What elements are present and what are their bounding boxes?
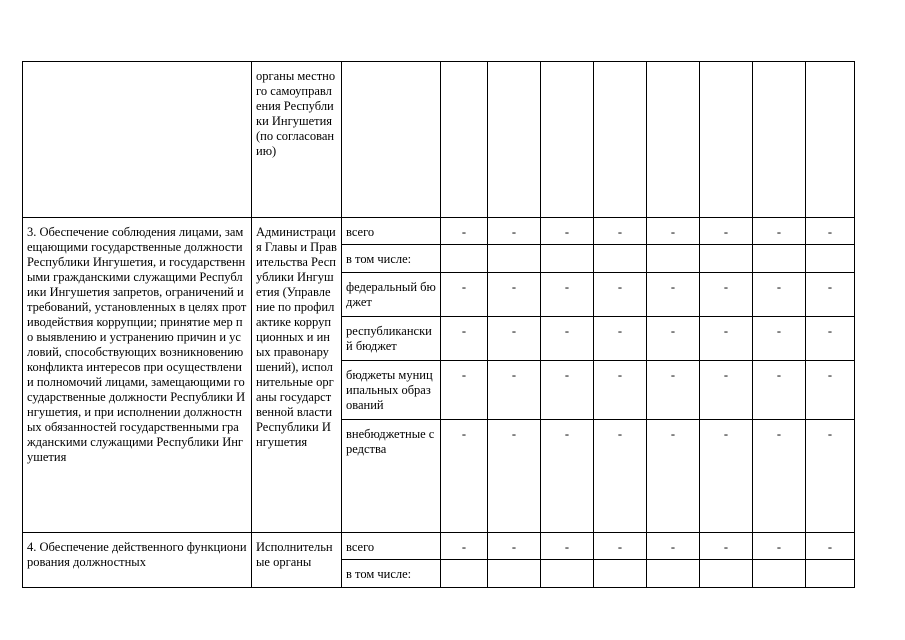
value-cell: - (753, 533, 806, 560)
value-cell: - (488, 273, 541, 317)
value-cell: - (647, 273, 700, 317)
value-cell: - (488, 420, 541, 533)
value-cell: - (700, 420, 753, 533)
value-cell: - (541, 533, 594, 560)
value-cell: - (700, 273, 753, 317)
value-cell: - (594, 361, 647, 420)
value-cell: - (806, 218, 855, 245)
value-cell (806, 560, 855, 588)
value-cell: - (806, 420, 855, 533)
value-cell: - (700, 218, 753, 245)
executor-cell: Администрация Главы и Правительства Республики Ингушетия (Управление по профилактике коррупционных и иных правонарушений), исполнительные органы государственной власти Республики Ингушетия (252, 218, 342, 533)
value-cell (488, 245, 541, 273)
value-cell: - (647, 533, 700, 560)
value-cell: - (594, 273, 647, 317)
value-cell: - (541, 273, 594, 317)
funding-source-label: бюджеты муниципальных образований (342, 361, 441, 420)
value-cell: - (594, 533, 647, 560)
value-cell: - (700, 361, 753, 420)
funding-source-label: в том числе: (342, 560, 441, 588)
value-cell (806, 245, 855, 273)
funding-source-label: всего (342, 533, 441, 560)
value-cell: - (488, 218, 541, 245)
table-row (23, 218, 855, 245)
value-cell: - (753, 361, 806, 420)
value-cell: - (700, 317, 753, 361)
value-cell: - (441, 218, 488, 245)
value-cell: - (647, 317, 700, 361)
value-cell (488, 560, 541, 588)
value-cell (753, 560, 806, 588)
measure-title: 3. Обеспечение соблюдения лицами, замещающими государственные должности Республики Ингушетия, и государственными гражданскими служащими Республики Ингушетия запретов, ограничений и требований, установленных в целях противодействия коррупции; принятие мер по выявлению и устранению причин и условий, способствующих возникновению конфликта интересов при осуществлении полномочий лицами, замещающими государственные должности Республики Ингушетия, и при исполнении должностных обязанностей государственными гражданскими служащими Республики Ингушетия (23, 218, 252, 533)
value-cell: - (541, 317, 594, 361)
value-cell: - (594, 317, 647, 361)
value-cell: - (594, 420, 647, 533)
funding-source-label: всего (342, 218, 441, 245)
value-cell: - (806, 317, 855, 361)
value-cell: - (441, 420, 488, 533)
value-cell: - (441, 273, 488, 317)
funding-source-label: республиканский бюджет (342, 317, 441, 361)
value-cell: - (647, 218, 700, 245)
value-cell: - (753, 218, 806, 245)
value-cell (647, 245, 700, 273)
funding-source-label: в том числе: (342, 245, 441, 273)
value-cell (647, 560, 700, 588)
value-cell (441, 560, 488, 588)
value-cell: - (647, 361, 700, 420)
table-row (23, 62, 855, 218)
measure-title: 4. Обеспечение действенного функционирования должностных (23, 533, 252, 588)
value-cell: - (647, 420, 700, 533)
value-cell (541, 560, 594, 588)
value-cell (541, 245, 594, 273)
value-cell: - (594, 218, 647, 245)
value-cell (700, 245, 753, 273)
value-cell: - (541, 420, 594, 533)
measure-cell (23, 62, 252, 218)
value-cell: - (541, 361, 594, 420)
value-cell: - (488, 317, 541, 361)
value-cell: - (806, 273, 855, 317)
value-cell (441, 245, 488, 273)
value-cell: - (753, 273, 806, 317)
value-cell: - (753, 317, 806, 361)
funding-source-label: внебюджетные средства (342, 420, 441, 533)
value-cell (753, 245, 806, 273)
value-cell (594, 245, 647, 273)
executor-cell: Исполнительные органы (252, 533, 342, 588)
value-cell: - (441, 361, 488, 420)
value-cell: - (700, 533, 753, 560)
value-cell (594, 560, 647, 588)
value-cell: - (488, 361, 541, 420)
program-table (22, 61, 855, 588)
source-cell (342, 62, 441, 218)
value-cell: - (806, 361, 855, 420)
funding-source-label: федеральный бюджет (342, 273, 441, 317)
value-cell: - (753, 420, 806, 533)
value-cell: - (441, 317, 488, 361)
value-cell: - (541, 218, 594, 245)
value-cell: - (441, 533, 488, 560)
value-cell (700, 560, 753, 588)
executor-cell: органы местного самоуправления Республики Ингушетия (по согласованию) (252, 62, 342, 218)
table-row (23, 533, 855, 560)
value-cell: - (806, 533, 855, 560)
value-cell: - (488, 533, 541, 560)
